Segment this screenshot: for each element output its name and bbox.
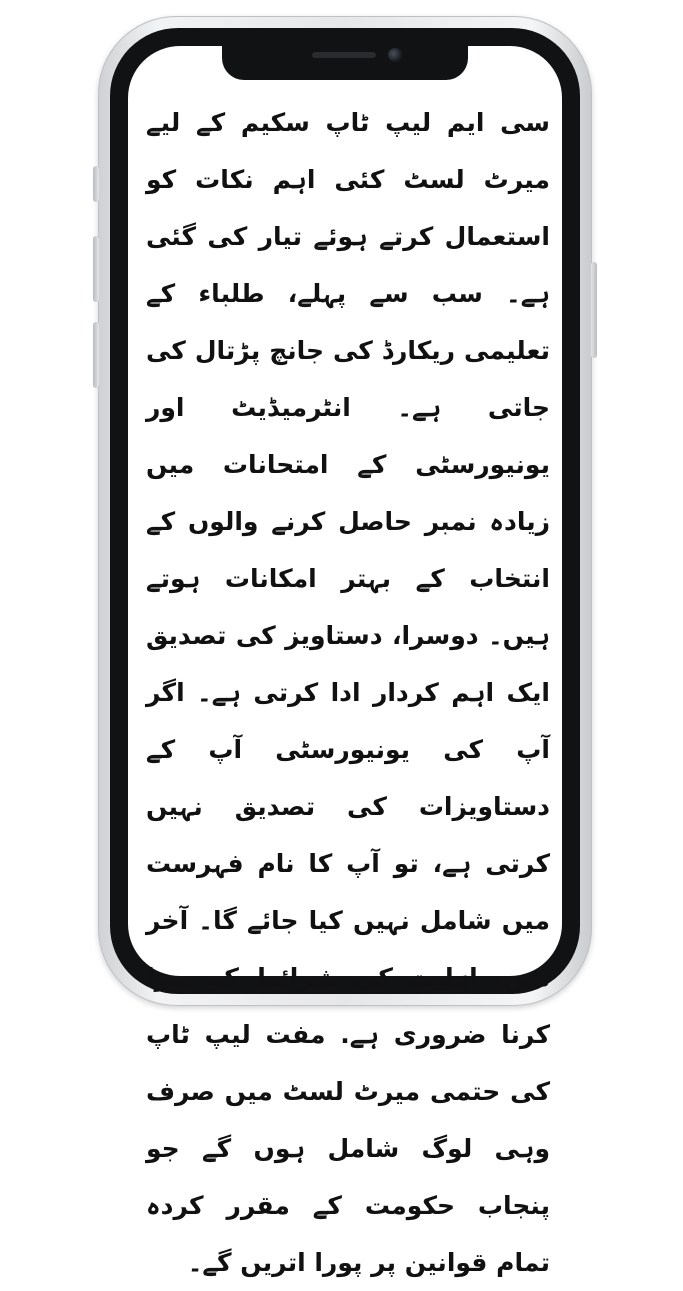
volume-down-button bbox=[93, 322, 99, 388]
speaker-grille bbox=[312, 52, 376, 58]
power-button bbox=[591, 262, 597, 358]
phone-notch bbox=[222, 44, 468, 80]
article-text: سی ایم لیپ ٹاپ سکیم کے لیے میرٹ لسٹ کئی اہم نکات کو استعمال کرتے ہوئے تیار کی گئی ہے۔ سب سے پہلے، طلباء کے تعلیمی ریکارڈ کی جانچ پڑتال کی جاتی ہے۔ انٹرمیڈیٹ اور یونیورسٹی کے امتحانات میں زیادہ نمبر حاصل کرنے والوں کے انتخاب کے بہتر امکانات ہوتے ہیں۔ دوسرا، دستاویز کی تصدیق ایک اہم کردار ادا کرتی ہے۔ اگر آپ کی یونیورسٹی آپ کے دستاویزات کی تصدیق نہیں کرتی ہے، تو آپ کا نام فہرست میں شامل نہیں کیا جائے گا۔ آخر میں، اہلیت کی شرائط کو پورا کرنا ضروری ہے. مفت لیپ ٹاپ کی حتمی میرٹ لسٹ میں صرف وہی لوگ شامل ہوں گے جو پنجاب حکومت کے مقرر کردہ تمام قوانین پر پورا اتریں گے۔ bbox=[146, 108, 550, 1277]
volume-up-button bbox=[93, 236, 99, 302]
silent-switch bbox=[93, 166, 99, 202]
front-camera-icon bbox=[388, 48, 402, 62]
